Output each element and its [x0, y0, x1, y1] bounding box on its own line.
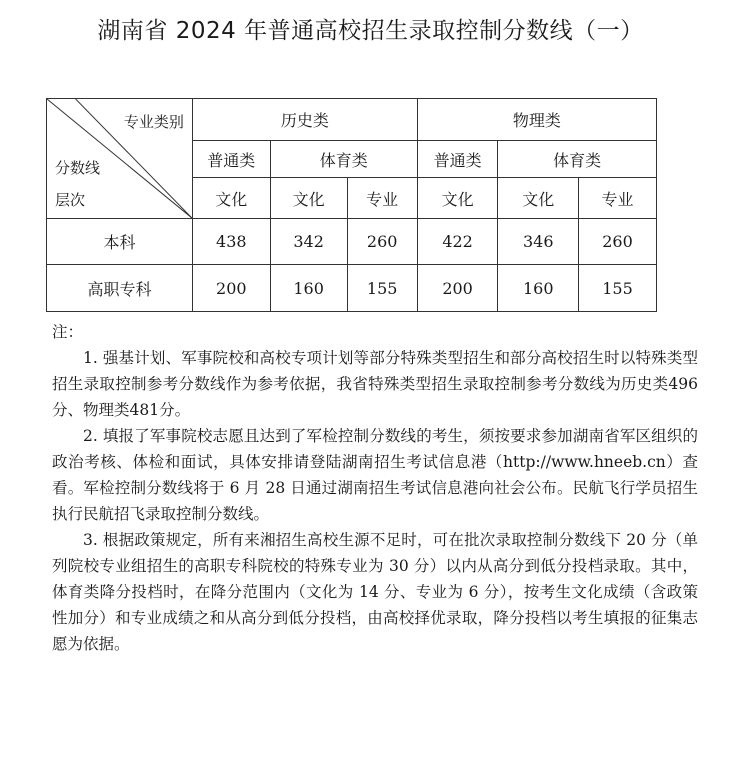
score-cell: 260 — [579, 219, 657, 265]
score-cell: 160 — [498, 265, 579, 312]
corner-label-score: 分数线 — [55, 159, 101, 177]
table-corner-header — [47, 99, 193, 219]
subject-header: 专业 — [347, 178, 417, 219]
notes-heading: 注： — [52, 323, 84, 341]
score-cell: 260 — [347, 219, 417, 265]
score-cell: 346 — [498, 219, 579, 265]
corner-label-category: 专业类别 — [123, 113, 184, 131]
score-cell: 155 — [347, 265, 417, 312]
subject-header: 文化 — [498, 178, 579, 219]
note-item: 3. 根据政策规定，所有来湘招生高校生源不足时，可在批次录取控制分数线下 20 分（单列院校专业组招生的高职专科院校的特殊专业为 30 分）以内从高分到低分投档录取。其中，体育类降分投档时，在降分范围内（文化为 14 分、专业为 6 分），按考生文化成绩（含政策性加分）和专业成绩之和从高分到低分投档，由高校择优录取，降分投档以考生填报的征集志愿为依据。 — [52, 531, 698, 653]
note-item: 1. 强基计划、军事院校和高校专项计划等部分特殊类型招生和部分高校招生时以特殊类型招生录取控制参考分数线作为参考依据，我省特殊类型招生录取控制参考分数线为历史类496分、物理类481分。 — [52, 349, 698, 419]
header-physics-tiyu: 体育类 — [498, 141, 656, 178]
score-cell: 342 — [270, 219, 347, 265]
header-physics-putong: 普通类 — [417, 141, 498, 178]
score-cell: 160 — [270, 265, 347, 312]
subject-header: 文化 — [270, 178, 347, 219]
score-cell: 438 — [192, 219, 270, 265]
subject-header: 文化 — [417, 178, 498, 219]
score-cell: 200 — [192, 265, 270, 312]
row-level: 高职专科 — [47, 265, 193, 312]
header-history: 历史类 — [192, 99, 417, 141]
table-row — [47, 265, 741, 312]
header-history-putong: 普通类 — [192, 141, 270, 178]
row-level: 本科 — [47, 219, 193, 265]
score-cell: 155 — [579, 265, 657, 312]
corner-label-level: 层次 — [55, 191, 86, 209]
note-item: 2. 填报了军事院校志愿且达到了军检控制分数线的考生，须按要求参加湖南省军区组织的政治考核、体检和面试，具体安排请登陆湖南招生考试信息港（http://www.hneeb.cn）查看。军检控制分数线将于 6 月 28 日通过湖南招生考试信息港向社会公布。民航飞行学员招生执行民航招飞录取控制分数线。 — [52, 427, 698, 523]
page-title: 湖南省 2024 年普通高校招生录取控制分数线（一） — [97, 18, 644, 44]
notes-section — [52, 319, 698, 657]
table-row — [47, 219, 741, 265]
subject-header: 文化 — [192, 178, 270, 219]
score-cell: 200 — [417, 265, 498, 312]
header-history-tiyu: 体育类 — [270, 141, 417, 178]
score-cell: 422 — [417, 219, 498, 265]
subject-header: 专业 — [579, 178, 657, 219]
score-table — [46, 98, 741, 312]
header-physics: 物理类 — [417, 99, 656, 141]
